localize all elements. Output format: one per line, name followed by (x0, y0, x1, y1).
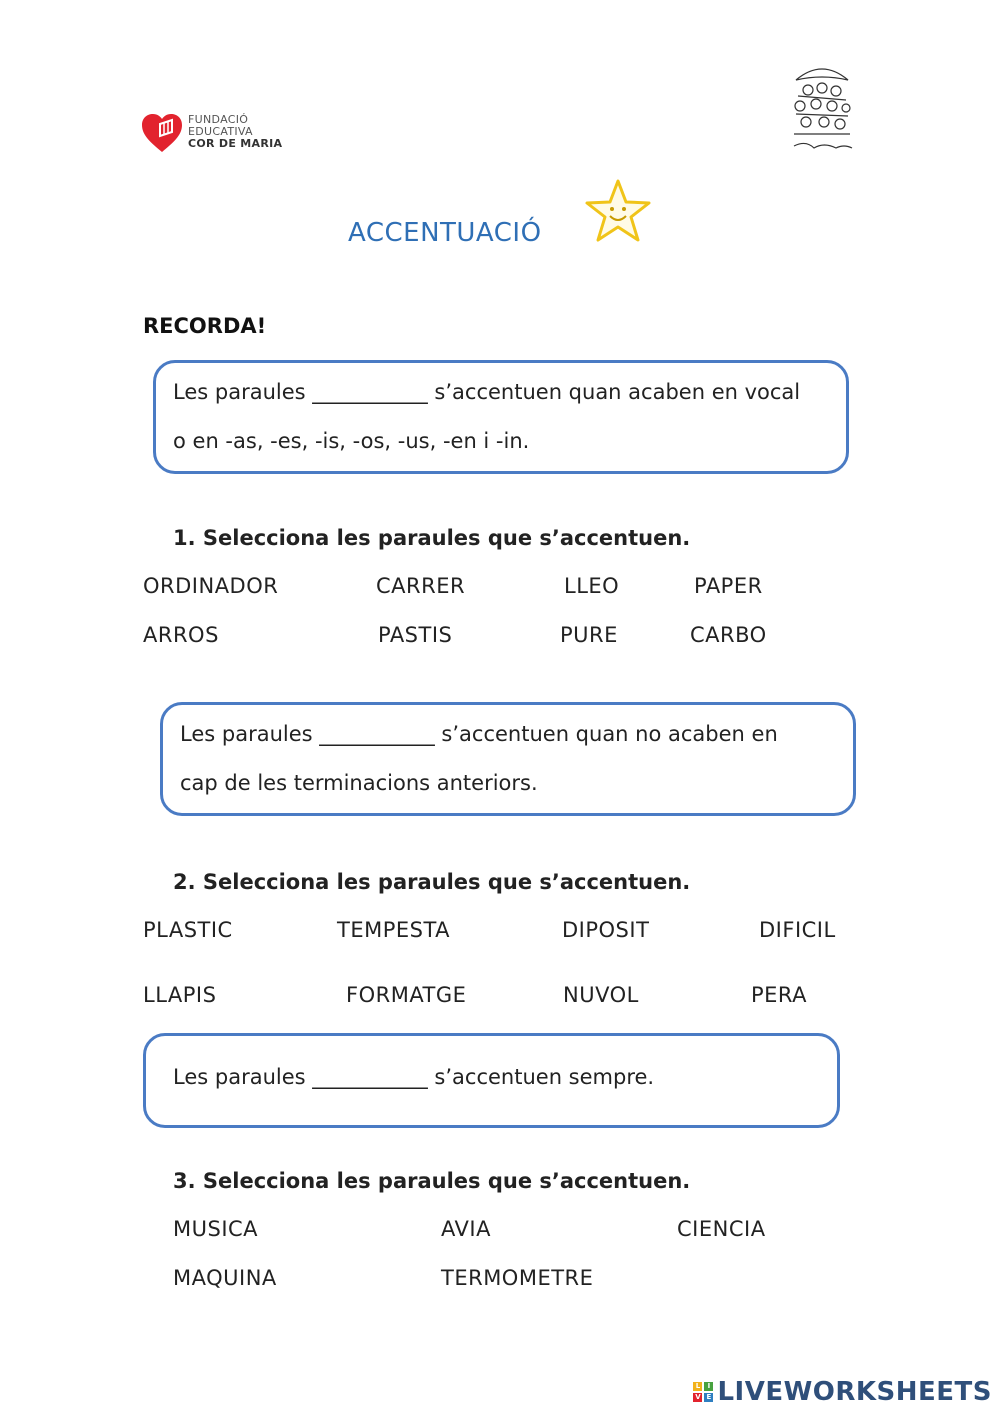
word-lleo[interactable]: LLEO (564, 574, 620, 598)
rule-3-line-1: Les paraules ___________ s’accentuen sempre. (173, 1065, 655, 1089)
liveworksheets-footer (693, 1377, 992, 1407)
logo-line-1: FUNDACIÓ (188, 113, 249, 126)
word-plastic[interactable]: PLASTIC (143, 918, 233, 942)
fundacio-logo (140, 112, 300, 156)
word-diposit[interactable]: DIPOSIT (562, 918, 650, 942)
word-tempesta[interactable]: TEMPESTA (337, 918, 451, 942)
word-musica[interactable]: MUSICA (173, 1217, 259, 1241)
exercise-1-heading: 1. Selecciona les paraules que s’accentuen. (173, 526, 691, 550)
word-avia[interactable]: AVIA (441, 1217, 491, 1241)
smiley-star-icon (583, 178, 653, 250)
word-carbo[interactable]: CARBO (690, 623, 767, 647)
rule-2-line-2: cap de les terminacions anteriors. (180, 771, 538, 795)
logo-line-3: COR DE MARIA (188, 137, 283, 150)
word-nuvol[interactable]: NUVOL (563, 983, 639, 1007)
word-ciencia[interactable]: CIENCIA (677, 1217, 766, 1241)
recorda-label: RECORDA! (143, 314, 267, 338)
word-ordinador[interactable]: ORDINADOR (143, 574, 279, 598)
rule-box-2 (160, 702, 856, 816)
exercise-2-heading: 2. Selecciona les paraules que s’accentuen. (173, 870, 691, 894)
word-pure[interactable]: PURE (560, 623, 618, 647)
word-formatge[interactable]: FORMATGE (346, 983, 467, 1007)
rule-box-1 (153, 360, 849, 474)
heart-icon (140, 112, 184, 154)
word-dificil[interactable]: DIFICIL (759, 918, 836, 942)
page-title: ACCENTUACIÓ (348, 218, 542, 248)
tile-i: I (704, 1382, 713, 1391)
word-carrer[interactable]: CARRER (376, 574, 466, 598)
logo-line-2: EDUCATIVA (188, 125, 253, 138)
word-paper[interactable]: PAPER (694, 574, 763, 598)
rule-2-line-1: Les paraules ___________ s’accentuen quan no acaben en (180, 722, 778, 746)
word-maquina[interactable]: MAQUINA (173, 1266, 277, 1290)
rule-1-line-2: o en -as, -es, -is, -os, -us, -en i -in. (173, 429, 530, 453)
word-termometre[interactable]: TERMOMETRE (441, 1266, 594, 1290)
word-pera[interactable]: PERA (751, 983, 808, 1007)
liveworksheets-logo-icon (693, 1382, 713, 1402)
rule-box-3 (143, 1033, 840, 1128)
tile-e: E (704, 1393, 713, 1402)
word-arros[interactable]: ARROS (143, 623, 219, 647)
tile-l: L (693, 1382, 702, 1391)
word-llapis[interactable]: LLAPIS (143, 983, 217, 1007)
school-sketch-logo (786, 60, 858, 156)
word-pastis[interactable]: PASTIS (378, 623, 453, 647)
liveworksheets-brand: LIVEWORKSHEETS (717, 1377, 992, 1407)
tile-v: V (695, 1393, 701, 1401)
exercise-3-heading: 3. Selecciona les paraules que s’accentuen. (173, 1169, 691, 1193)
rule-1-line-1: Les paraules ___________ s’accentuen quan acaben en vocal (173, 380, 801, 404)
